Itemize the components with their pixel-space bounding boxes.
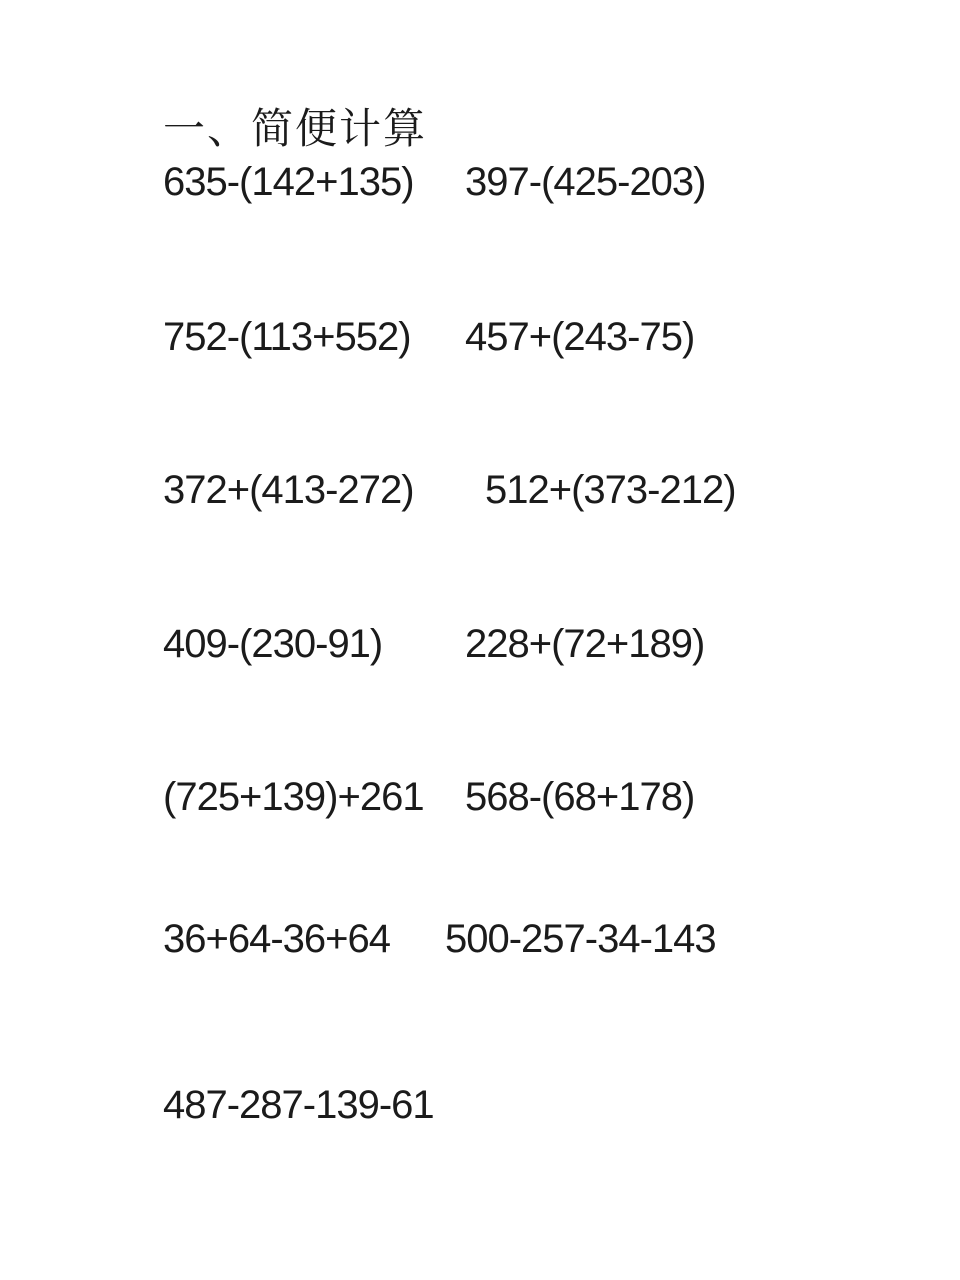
- problem-expression-left: 752-(113+552): [163, 315, 411, 359]
- problem-row: [163, 468, 736, 512]
- problem-row: [163, 775, 694, 819]
- problem-expression-left: 635-(142+135): [163, 160, 414, 204]
- problem-expression-left: 36+64-36+64: [163, 917, 391, 961]
- problem-row: [163, 622, 704, 666]
- section-heading: 一、简便计算: [163, 105, 428, 152]
- problem-expression-right: 500-257-34-143: [445, 917, 716, 961]
- problem-expression-left: 372+(413-272): [163, 468, 414, 512]
- problem-expression-right: 512+(373-212): [485, 468, 736, 512]
- problem-expression-right: 457+(243-75): [465, 315, 695, 359]
- problem-expression-right: 568-(68+178): [465, 775, 695, 819]
- problem-expression-left: (725+139)+261: [163, 775, 424, 819]
- problem-expression-left: 409-(230-91): [163, 622, 383, 666]
- problem-expression-left: 487-287-139-61: [163, 1083, 434, 1127]
- problem-expression-right: 397-(425-203): [465, 160, 706, 204]
- problem-row: [163, 917, 716, 961]
- problem-expression-right: 228+(72+189): [465, 622, 705, 666]
- problem-row: [163, 1083, 465, 1127]
- problem-row: [163, 315, 694, 359]
- problem-row: [163, 160, 706, 204]
